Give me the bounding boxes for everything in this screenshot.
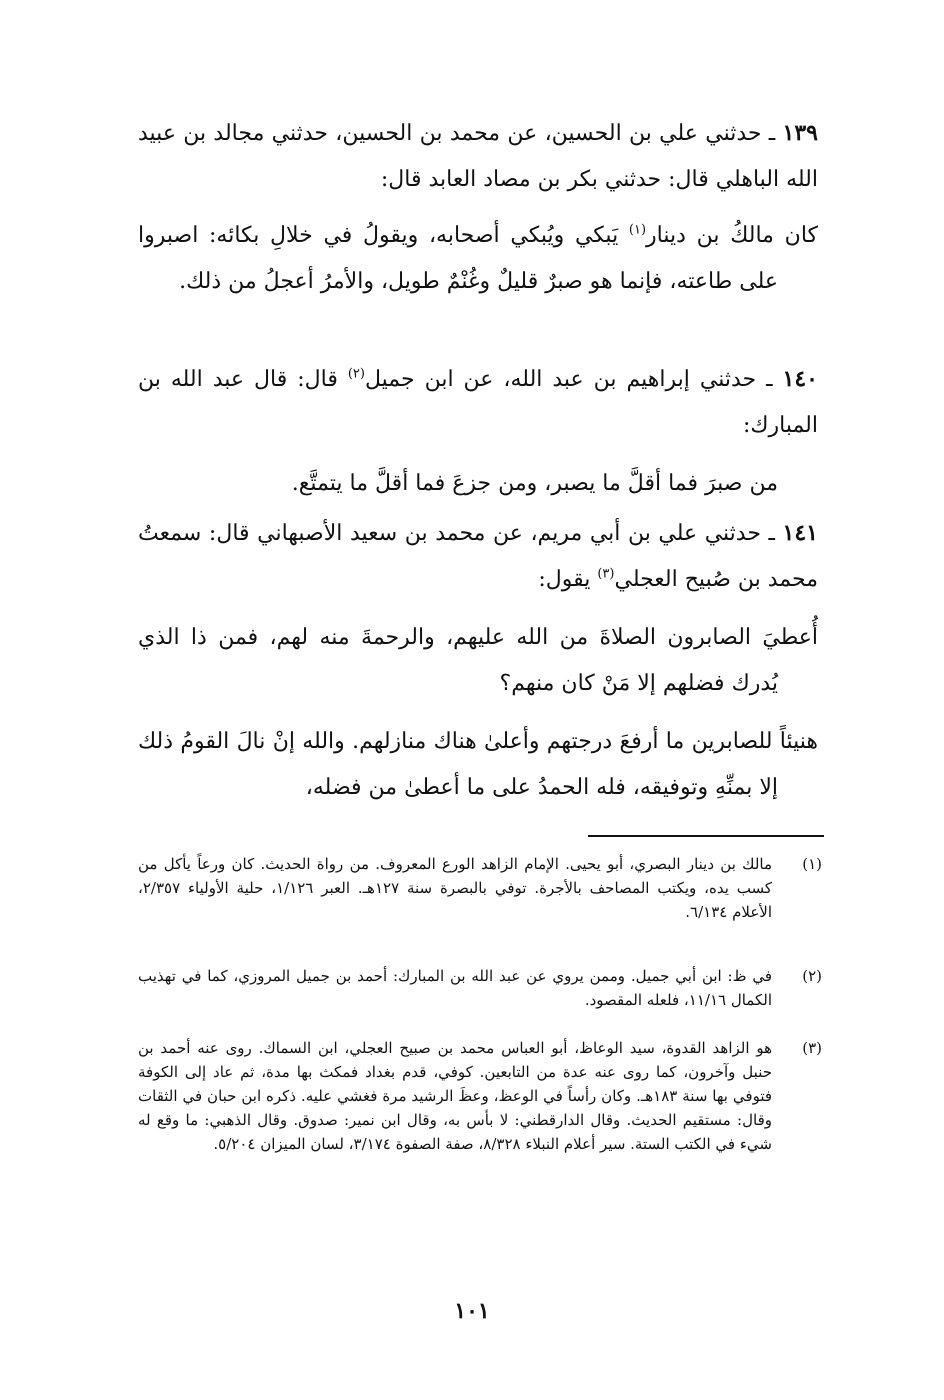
footnote-text: مالك بن دينار البصري، أبو يحيى. الإمام الزاهد الورع المعروف. من رواة الحديث. كان ورعاً يأكل من كسب يده، ويكتب المصاحف بالأجرة. توفي بالبصرة سنة ١٢٧هـ. العبر ١/١٢٦، حلية الأولياء ٢/٣٥٧، الأعلام ٦/١٣٤. — [138, 855, 773, 921]
narration-number: ١٤١ — [782, 520, 818, 546]
narration-141 — [138, 510, 818, 811]
narration-140 — [138, 356, 818, 507]
matn-text: يَبكي ويُبكي أصحابه، ويقولُ في خلالِ بكائه: اصبروا على طاعته، فإنما هو صبرٌ قليلٌ وغُنْمٌ طويل، والأمرُ أعجلُ من ذلك. — [138, 223, 778, 294]
isnad-text: حدثني إبراهيم بن عبد الله، عن ابن جميل — [364, 367, 757, 392]
narration-matn: أُعطيَ الصابرون الصلاةَ من الله عليهم، والرحمةَ منه لهم، فمن ذا الذي يُدرك فضلهم إلا مَنْ كان منهم؟ — [138, 625, 818, 696]
matn-text: كان مالكُ بن دينار — [646, 223, 818, 248]
footnote-3 — [138, 1036, 822, 1156]
footnote-ref[interactable]: (٢) — [347, 366, 365, 382]
narration-139 — [138, 110, 818, 305]
narration-matn: من صبرَ فما أقلَّ ما يصبر، ومن جزعَ فما أقلَّ ما يتمتَّع. — [291, 471, 778, 496]
footnote-separator — [588, 835, 824, 837]
narration-matn: هنيئاً للصابرين ما أرفعَ درجتهم وأعلىٰ هناك منازلهم. والله إنْ نالَ القومُ ذلك إلا بمنِّهِ وتوفيقه، فله الحمدُ على ما أعطىٰ من فضله، — [138, 729, 818, 800]
narration-matn — [138, 213, 818, 305]
footnote-1 — [138, 852, 822, 924]
narration-isnad: ١٤٠ ـ حدثني إبراهيم بن عبد الله، عن ابن جميل$^{(٢)}$ قال: قال عبد الله بن المبارك: — [138, 366, 818, 438]
narration-isnad: ١٤١ ـ حدثني علي بن أبي مريم، عن محمد بن سعيد الأصبهاني قال: سمعتُ محمد بن صُبيح العجلي$^{(٣)}$ يقول: — [138, 520, 818, 592]
footnote-text: هو الزاهد القدوة، سيد الوعاظ، أبو العباس محمد بن صبيح العجلي، ابن السماك. روى عنه أحمد بن حنبل وآخرون، كما روى عنه عدة من التابعين. كوفي، قدم بغداد فمكث بها مدة، ثم عاد إلى الكوفة فتوفي بها سنة ١٨٣هـ. وكان رأساً في الوعظ، وعظَ الرشيد مرة فغشي عليه. ذكره ابن حبان في الثقات وقال: مستقيم الحديث. وقال الدارقطني: لا بأس به، وقال ابن نمير: صدوق. وقال الذهبي: ما وقع له شيء في الكتب الستة. سير أعلام النبلاء ٨/٣٢٨، صفة الصفوة ٣/١٧٤، لسان الميزان ٥/٢٠٤. — [138, 1039, 773, 1153]
narration-isnad: ١٣٩ ـ حدثني علي بن الحسين، عن محمد بن الحسين، حدثني مجالد بن عبيد الله الباهلي قال: حدثني بكر بن مصاد العابد قال: — [138, 120, 818, 192]
footnote-ref[interactable]: (٣) — [597, 566, 615, 582]
footnote-marker: (١) — [802, 855, 822, 873]
page-number: ١٠١ — [454, 1298, 490, 1324]
footnote-2 — [138, 964, 822, 1012]
footnote-marker: (٣) — [802, 1039, 822, 1057]
isnad-text: قال: قال عبد الله بن المبارك: — [138, 367, 818, 438]
footnote-ref[interactable]: (١) — [628, 222, 647, 238]
isnad-text: حدثني علي بن الحسين، عن محمد بن الحسين، حدثني مجالد بن عبيد الله الباهلي قال: حدثني بكر بن مصاد العابد قال: — [138, 121, 818, 192]
narration-number: ١٣٩ — [782, 120, 818, 146]
narration-number: ١٤٠ — [782, 366, 818, 392]
isnad-text: حدثني علي بن أبي مريم، عن محمد بن سعيد الأصبهاني قال: سمعتُ محمد بن صُبيح العجلي — [138, 521, 818, 592]
footnote-text: في ظ: ابن أبي جميل. وممن يروي عن عبد الله بن المبارك: أحمد بن جميل المروزي، كما في تهذيب الكمال ١١/١٦، فلعله المقصود. — [138, 967, 772, 1009]
isnad-text: يقول: — [538, 567, 598, 592]
footnote-marker: (٢) — [802, 967, 822, 985]
